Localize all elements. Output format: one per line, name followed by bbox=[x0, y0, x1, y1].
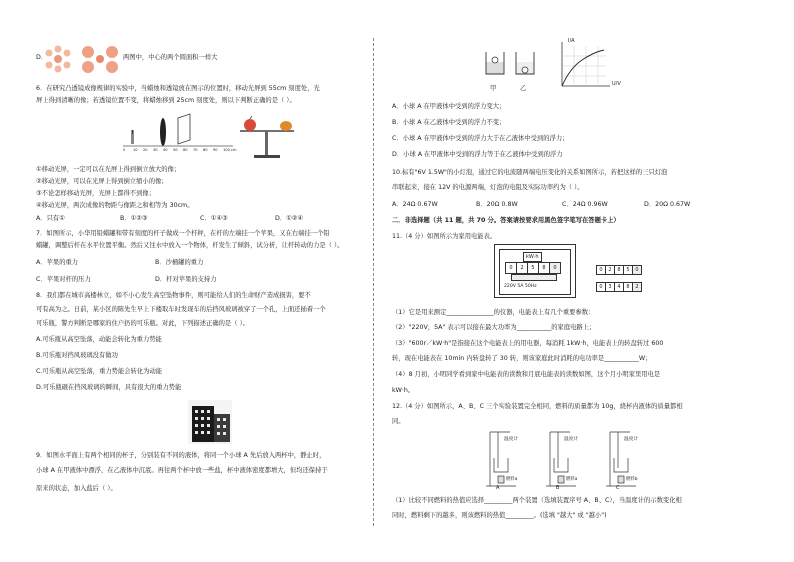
q6-stem-line2: 屏上得到清晰的像；若透镜位置不变，将蜡烛移到 25cm 刻度处，则以下判断正确的是（ ）。 bbox=[36, 97, 296, 104]
ruler-tick-label: 80 bbox=[203, 148, 208, 152]
meter-rating: 220V 5A 50Hz bbox=[504, 284, 537, 289]
q5-option-d-label: D． bbox=[36, 54, 48, 61]
q6-choice-c: C．①④③ bbox=[200, 215, 228, 222]
ruler-tick-label: 30 bbox=[153, 148, 158, 152]
device-label-c: C bbox=[616, 485, 620, 491]
fuel-label-c: 燃料b bbox=[626, 477, 638, 482]
q9-choice-a: A．小球 A 在甲液体中受到的浮力变大； bbox=[392, 103, 506, 110]
q12-stem-line1: 12.（4 分）如图所示，A、B、C 三个实验装置完全相同，燃料的质量都为 10g，烧杯内液体的质量都相 bbox=[392, 403, 683, 410]
fuel-label-b: 燃料a bbox=[566, 477, 578, 482]
column-divider bbox=[373, 38, 374, 526]
q9-choice-c: C．小球 A 在甲液体中受到的浮力大于在乙液体中受到的浮力； bbox=[392, 135, 569, 142]
q9-stem-line3: 原来的状态，加入盐后（ ）。 bbox=[36, 485, 117, 492]
q9-choice-d: D．小球 A 在甲液体中受到的浮力等于在乙液体中受到的浮力 bbox=[392, 151, 563, 158]
section-2-heading: 二．非选择题（共 11 题，共 70 分。答案请按要求用黑色签字笔写在答题卡上） bbox=[392, 217, 620, 224]
balance-figure bbox=[236, 113, 298, 165]
energy-meter bbox=[494, 244, 576, 298]
q11-part3: （3）"600r／kW·h"是指接在这个电能表上的用电器，每消耗 1kW·h，电能表上的转盘转过 600 bbox=[392, 340, 664, 347]
cup-yi-label: 乙 bbox=[520, 85, 527, 92]
digit-box: 0 bbox=[632, 265, 642, 275]
q11-part2: （2）"220V，5A" 表示可以接在最大功率为___________的家庭电路上； bbox=[392, 324, 596, 331]
ruler-tick-label: 20 bbox=[143, 148, 148, 152]
fuel-label-a: 燃料a bbox=[506, 477, 518, 482]
q10-choice-b: B．20Ω 0.8W bbox=[476, 201, 518, 208]
q10-choice-d: D．20Ω 0.67W bbox=[644, 201, 691, 208]
digit-box: 8 bbox=[614, 265, 624, 275]
digit-box: 8 bbox=[538, 262, 550, 274]
ruler-tick-label: 70 bbox=[193, 148, 198, 152]
q9-choice-b: B．小球 A 在乙液体中受到的浮力不变； bbox=[392, 119, 506, 126]
q6-stem-line1: 6．在研究凸透镜成像规律的实验中，当蜡烛和透镜放在图示的位置时，移动光屏到 55cm 刻度处，光 bbox=[36, 85, 320, 92]
digit-box: 8 bbox=[623, 282, 633, 292]
cup-jia-label: 甲 bbox=[490, 85, 497, 92]
q10-stem-line2: 串联起来，接在 12V 的电源两端，灯泡的电阻及实际功率约为（ ）。 bbox=[392, 184, 584, 191]
device-label-a: A bbox=[496, 485, 500, 491]
digit-box: 2 bbox=[605, 265, 615, 275]
q6-option-2: ②移动光屏，可以在光屏上得到倒立缩小的像； bbox=[36, 178, 168, 185]
q7-choice-d: D．杆对苹果的支持力 bbox=[155, 276, 217, 283]
digit-box: 0 bbox=[596, 282, 606, 292]
digit-box: 2 bbox=[632, 282, 642, 292]
meter-unit: kW·h bbox=[523, 252, 542, 262]
digit-box: 2 bbox=[516, 262, 528, 274]
digit-box: 5 bbox=[623, 265, 633, 275]
building-photo bbox=[188, 400, 232, 448]
ruler-unit: cm bbox=[231, 148, 237, 152]
digit-box: 3 bbox=[605, 282, 615, 292]
q6-option-3: ③不论怎样移动光屏，光屏上都得不到像； bbox=[36, 190, 155, 197]
q9-stem-line1: 9．如图水平面上有两个相同的杯子，分别装有不同的液体，将同一个小球 A 先后放入两杯中，静止时， bbox=[36, 452, 326, 459]
digit-box: 0 bbox=[505, 262, 517, 274]
digit-box: 5 bbox=[527, 262, 539, 274]
ruler-tick-label: 60 bbox=[183, 148, 188, 152]
q11-part1: （1）它是用来测定_______________的仪器，电能表上有几个重要参数： bbox=[392, 309, 595, 316]
q9-stem-line2: 小球 A 在甲液体中漂浮，在乙液体中沉底。再往两个杯中放一些盐，杯中液体密度都增大，但均还保持于 bbox=[36, 467, 328, 474]
q8-stem-line2: 可有高为之。日前，某小区的陈先生早上下楼取车时发现车的后挡风玻璃被穿了一个孔，上面还插着一个 bbox=[36, 306, 326, 313]
circle-diagram-large bbox=[80, 42, 120, 80]
q8-stem-line1: 8．我们都在城市高楼林立，如不小心发生高空坠物事件，则可能给人们的生命财产造成损害，要不 bbox=[36, 292, 311, 299]
ruler-tick-label: 40 bbox=[163, 148, 168, 152]
q10-stem-line1: 10.标有"6V 1.5W"的小灯泡，通过它的电流随两端电压变化的关系如图所示，若把这样的三只灯泡 bbox=[392, 169, 668, 176]
iu-xlabel: U/V bbox=[612, 81, 621, 87]
ruler-tick-label: 50 bbox=[173, 148, 178, 152]
digit-box: 0 bbox=[549, 262, 561, 274]
q7-choice-b: B．沙桶罐的重力 bbox=[155, 259, 204, 266]
q6-choice-b: B．①②③ bbox=[120, 215, 148, 222]
meter-disc bbox=[511, 274, 557, 281]
q7-stem-line1: 7．如图所示，小华用铅蜡罐和带有刻度的杆子做成一个杆秤，在杆的左端挂一个苹果，又在右端挂一个铅 bbox=[36, 230, 330, 237]
q11-part3-cont: 转，现在电能表在 10min 内转盘转了 30 转，则该家庭此时消耗的电功率是___________W； bbox=[392, 355, 652, 362]
q12-stem-line2: 同。 bbox=[392, 418, 405, 425]
cups-figure bbox=[482, 44, 542, 88]
iu-graph bbox=[554, 38, 614, 98]
q7-stem-line2: 蜡罐，调整后杆在水平位置平衡。然后又往水中放入一个物体，杆发生了倾斜，试分析，让杆转动的力是（ ）。 bbox=[36, 242, 344, 249]
q6-choice-d: D．①②④ bbox=[275, 215, 304, 222]
q12-part1: （1）比较不同燃料的热值应选择_________两个装置（选填装置序号 A、B、C），当温度计的示数变化相 bbox=[392, 497, 682, 504]
q6-choice-a: A．只有① bbox=[36, 215, 65, 222]
thermometer-label-a: 温度计 bbox=[504, 437, 519, 442]
q11-part4: （4）8 月初，小明同学看到家中电能表的读数和月底电能表的读数如图，这个月小明家里用电是 bbox=[392, 371, 661, 378]
thermometer-label-c: 温度计 bbox=[624, 437, 639, 442]
digit-box: 0 bbox=[596, 265, 606, 275]
q11-part4-cont: kW·h。 bbox=[392, 387, 415, 394]
ruler-scale bbox=[123, 146, 237, 154]
left-column bbox=[0, 0, 372, 562]
iu-ylabel: I/A bbox=[568, 38, 575, 44]
q11-stem: 11.（4 分）如图所示为家用电能表。 bbox=[392, 233, 497, 240]
ruler-tick-label: 90 bbox=[213, 148, 218, 152]
q8-choice-b: B.可乐瓶对挡风玻璃没有做功 bbox=[36, 352, 118, 359]
q6-option-1: ①移动光屏，一定可以在光屏上得到倒立放大的像； bbox=[36, 166, 181, 173]
q5-option-d-text: 两图中，中心的两个圆面积一样大 bbox=[123, 54, 218, 61]
q8-choice-a: A.可乐瓶从高空坠落，动能会转化为重力势能 bbox=[36, 336, 162, 343]
q7-choice-a: A．苹果的重力 bbox=[36, 259, 79, 266]
q10-choice-a: A．24Ω 0.67W bbox=[392, 201, 438, 208]
q8-choice-d: D.可乐瓶砸在挡风玻璃的瞬间，具有很大的重力势能 bbox=[36, 384, 182, 391]
ruler-tick-label: 0 bbox=[123, 148, 126, 152]
thermometer-label-b: 温度计 bbox=[564, 437, 579, 442]
ruler-tick-label: 100 bbox=[223, 148, 230, 152]
right-column bbox=[386, 0, 794, 562]
q12-part1-cont: 同时，燃料剩下的越多，则该燃料的热值_________。(选填 "越大" 或 "越小") bbox=[392, 512, 607, 519]
q6-option-4: ④移动光屏，两次成像的物距与像距之和相等为 30cm。 bbox=[36, 202, 194, 209]
device-label-b: B bbox=[556, 485, 560, 491]
q8-choice-c: C.可乐瓶从高空坠落，重力势能会转化为动能 bbox=[36, 368, 163, 375]
ruler-tick-label: 10 bbox=[133, 148, 138, 152]
q10-choice-c: C．24Ω 0.96W bbox=[562, 201, 608, 208]
q8-stem-line3: 可乐瓶，警方判断是哪家的住户扔的可乐瓶。对此，下列描述正确的是（ ）。 bbox=[36, 320, 249, 327]
q7-choice-c: C．苹果对杆的压力 bbox=[36, 276, 91, 283]
digit-box: 4 bbox=[614, 282, 624, 292]
